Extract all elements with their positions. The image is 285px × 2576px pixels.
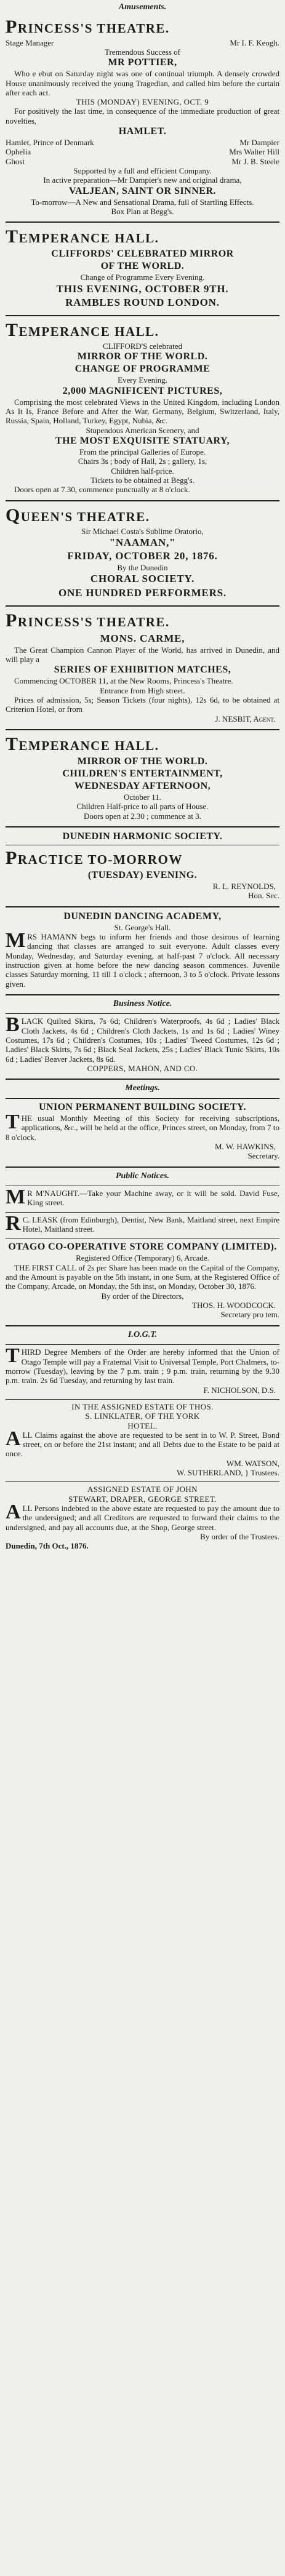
advert-union-building-society: UNION PERMANENT BUILDING SOCIETY. THE usual Monthly Meeting of this Society for receiving subscriptions, applications, &c., will be held at the office, Princes street, on Monday, from 7 to 8 o'clock. M. W. HAWKINS, Secretary.: [6, 1101, 279, 1161]
section-header-amusements: Amusements.: [118, 2, 167, 12]
section-header-meetings: Meetings.: [125, 1083, 160, 1093]
section-header-public: Public Notices.: [115, 1171, 170, 1181]
advert-temperance-hall-1: TEMPERANCE HALL. CLIFFORDS' CELEBRATED MIRROR OF THE WORLD. Change of Programme Every Evening. THIS EVENING, OCTOBER 9TH. RAMBLES ROUND LONDON.: [6, 226, 234, 308]
advert-iogt: THIRD Degree Members of the Order are hereby informed that the Union of Otago Temple will pay a Fraternal Visit to Universal Temple, Port Chalmers, to-morrow (Tuesday), leaving by the 7 p.m. train ; 9 p.m. train, returning by the 9.30 p.m. train. 2s 6d Tuesday, and returning by last train. F. NICHOLSON, D.S.: [6, 1344, 279, 1395]
divider: [6, 315, 279, 316]
advert-princess-theatre-carme: PRINCESS'S THEATRE. MONS. CARME, The Great Champion Cannon Player of the World, has arrived in Dunedin, and will play a SERIES OF EXHIBITION MATCHES, Commencing OCTOBER 11, at the New Rooms, Princess's Theatre. Entrance from High street. Prices of admission, 5s; Season Tickets (four nights), 12s 6d, to be obtained at Criterion Hotel, or from J. NESBIT, Agent.: [6, 610, 279, 724]
divider: [6, 500, 279, 501]
advert-dancing-academy: DUNEDIN DANCING ACADEMY, St. George's Hall. MRS HAMANN begs to inform her friends and those desirous of learning dancing that classes are arranged to suit everyone. Adult classes every Monday, Wednesday, and Saturday evening, at half-past 7 o'clock. All necessary instruction given at home before the new dancing season commences. Juvenile classes Saturday morning, 11 till 1 o'clock ; afternoon, 3 to 5 o'clock. Private lessons given.: [6, 911, 279, 989]
advert-temperance-hall-2: TEMPERANCE HALL. CLIFFORD'S celebrated MIRROR OF THE WORLD. CHANGE OF PROGRAMME Every Evening. 2,000 MAGNIFICENT PICTURES, Comprising the most celebrated Views in the United Kingdom, including London As It Is, France Before and After the War, Germany, Belgium, Switzerland, Italy, Russia, Spain, Holland, Turkey, Egypt, Nubia, &c. Stupendous American Scenery, and THE MOST EXQUISITE STATUARY, From the principal Galleries of Europe. Chairs 3s ; body of Hall, 2s ; gallery, 1s, Children half-price. Tickets to be obtained at Begg's. Doors open at 7.30, commence punctually at 8 o'clock.: [6, 319, 279, 495]
advert-linklater-estate: IN THE ASSIGNED ESTATE OF THOS. S. LINKLATER, OF THE YORK HOTEL. ALL Claims against the above are requested to be sent in to W. P. Street, Bond street, on or before the 21st instant; and all Debts due to the Estate to be paid at once. WM. WATSON, W. SUTHERLAND, } Trustees.: [6, 1402, 279, 1478]
advert-black-skirts: BLACK Quilted Skirts, 7s 6d; Children's Waterproofs, 4s 6d ; Ladies' Black Cloth Jackets, 4s 6d ; Children's Cloth Jackets, 1s and 1s 6d ; Ladies' Winey Costumes, 17s 6d ; Children's Costumes, 10s ; Ladies' Tweed Costumes, 12s 6d ; Ladies' Black Skirts, 7s 6d ; Black Seal Jackets, 25s ; Ladies' Black Tunic Skirts, 10s 6d ; Ladies' Beaver Jackets, 8s 6d. COPPERS, MAHON, AND CO.: [6, 1013, 279, 1074]
advert-harmonic-society: DUNEDIN HARMONIC SOCIETY. PRACTICE TO-MORROW (TUESDAY) EVENING. R. L. REYNOLDS, Hon. Sec.: [6, 831, 279, 901]
advert-heading: PRINCESS'S THEATRE.: [6, 16, 170, 37]
advert-queens-theatre: QUEEN'S THEATRE. Sir Michael Costa's Sublime Oratorio, "NAAMAN," FRIDAY, OCTOBER 20, 1876. By the Dunedin CHORAL SOCIETY. ONE HUNDRED PERFORMERS.: [6, 504, 227, 599]
divider: [6, 1079, 279, 1080]
advert-mcnaught: M R M'NAUGHT.—Take your Machine away, or it will be sold. David Fuse, King street.: [6, 1186, 279, 1209]
section-header-business: Business Notice.: [113, 999, 172, 1008]
divider: [6, 906, 279, 907]
divider: [6, 1166, 279, 1168]
divider: [6, 221, 279, 223]
advert-temperance-hall-3: TEMPERANCE HALL. MIRROR OF THE WORLD. CHILDREN'S ENTERTAINMENT, WEDNESDAY AFTERNOON, October 11. Children Half-price to all parts of House. Doors open at 2.30 ; commence at 3.: [6, 733, 223, 821]
divider: [6, 826, 279, 827]
divider: [6, 994, 279, 995]
advert-leask-dentist: R C. LEASK (from Edinburgh), Dentist, New Bank, Maitland street, next Empire Hotel, Maitland street.: [6, 1211, 279, 1235]
divider: [6, 729, 279, 730]
advert-stewart-estate: ASSIGNED ESTATE OF JOHN STEWART, DRAPER, GEORGE STREET. ALL Persons indebted to the above estate are requested to pay the amount due to the undersigned; and all Creditors are requested to forward their claims to the undersigned, and pay all accounts due, at the Shop, George street. By order of the Trustees. Dunedin, 7th Oct., 1876.: [6, 1485, 279, 1551]
advert-princess-theatre-hamlet: PRINCESS'S THEATRE. Stage Manager Mr I. F. Keogh. Tremendous Success of MR POTTIER, Who e ebut on Saturday night was one of continual triumph. A densely crowded House unanimously received the young Tragedian, and called him before the curtain after each act. THIS (MONDAY) EVENING, OCT. 9 For positively the last time, in consequence of the immediate production of great novelties, HAMLET. Hamlet, Prince of Denmark Mr Dampier Ophelia Mrs Walter Hill Ghost Mr J. B. Steele Supported by a full and efficient Company. In active preparation—Mr Dampier's new and original drama, VALJEAN, SAINT OR SINNER. To-morrow—A New and Sensational Drama, full of Startling Effects. Box Plan at Begg's.: [6, 16, 279, 217]
star-name: MR POTTIER,: [108, 57, 177, 68]
newspaper-column: [6, 0, 279, 1553]
manager-line: Stage Manager Mr I. F. Keogh.: [6, 38, 279, 47]
divider: [6, 1325, 279, 1326]
divider: [6, 605, 279, 607]
advert-otago-cooperative: OTAGO CO-OPERATIVE STORE COMPANY (LIMITED). Registered Office (Temporary) 6, Arcade. THE FIRST CALL of 2s per Share has been made on the Capital of the Company, and the Amount is payable on the 5th instant, in one Sum, at the Registered Office of the Company, Arcade, on Monday, the 5th inst, on Monday, October 30, 1876. By order of the Directors, THOS. H. WOODCOCK. Secretary pro tem.: [6, 1242, 279, 1320]
section-header-iogt: I.O.G.T.: [128, 1330, 157, 1339]
